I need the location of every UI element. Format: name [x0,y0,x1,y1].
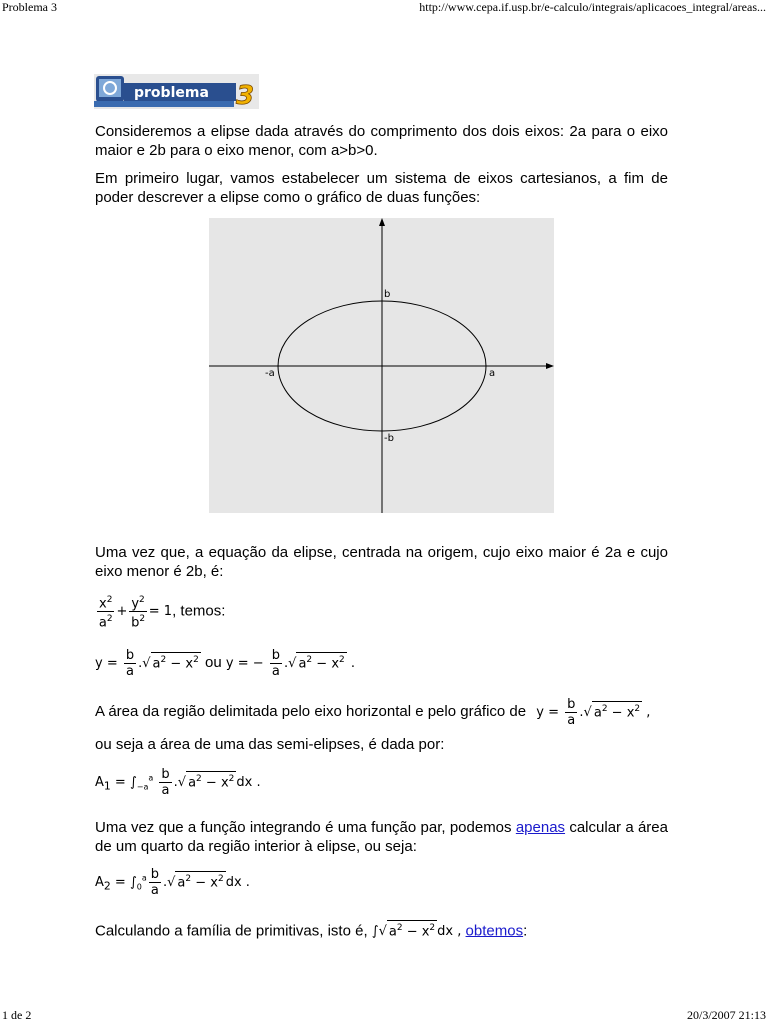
print-timestamp: 20/3/2007 21:13 [686,1008,766,1022]
label-b: b [384,289,391,300]
paragraph-equation-intro: Uma vez que, a equação da elipse, centrada na origem, cujo eixo maior é 2a e cujo eixo menor é 2b, é: [95,544,668,580]
obtemos-link[interactable]: obtemos [465,922,524,940]
page-number: 1 de 2 [2,1008,32,1022]
integral-a2: $A_2 = \int_0^a$ $\frac{b}{a}$ .√ $a^2 - x^2$ dx . [95,867,250,898]
function-equations: y = $\frac{b}{a}$ .√ $a^2 - x^2$ ou y = − $\frac{b}{a}$ .√ $a^2 - x^2$ . [95,648,356,679]
apenas-link[interactable]: apenas [515,819,566,836]
ou-text: ou [205,654,222,671]
label-neg-a: -a [265,368,275,379]
svg-text:3: 3 [236,81,255,109]
paragraph-intro: Consideremos a elipse dada através do comprimento dos dois eixos: 2a para o eixo maior e 2b para o eixo menor, com a>b>0. [95,123,668,159]
primitives-text-start: Calculando a família de primitivas, isto é, [95,922,368,940]
paragraph-area-line2: ou seja a área de uma das semi-elipses, é dada por: [95,736,445,753]
logo-text: problema [134,85,209,101]
integral-a1: $A_1 = \int_{-a}^a$ $\frac{b}{a}$ .√ $a^2 - x^2$ dx . [95,767,261,798]
paragraph-area-line1: A área da região delimitada pelo eixo horizontal e pelo gráfico de y = $\frac{b}{a}$ .√ $a^2 - x^2$ , [95,697,651,728]
even-function-text-start: Uma vez que a função integrando é uma função par, podemos [95,819,512,836]
paragraph-primitives: Calculando a família de primitivas, isto é, ∫√ $a^2 - x^2$ dx , obtemos: [95,920,527,939]
problema-3-logo [94,74,259,109]
temos-text: , temos: [172,602,226,620]
ellipse-equation: $\frac{x^2}{a^2}$ + $\frac{y^2}{b^2}$ = 1, temos: [98,595,226,631]
label-a: a [489,368,496,379]
ellipse-figure [209,218,554,513]
label-neg-b: -b [384,433,394,444]
paragraph-axes: Em primeiro lugar, vamos estabelecer um sistema de eixos cartesianos, a fim de poder descrever a elipse como o gráfico de duas funções: [95,170,668,206]
page-header-url: http://www.cepa.if.usp.br/e-calculo/integrais/aplicacoes_integral/areas... [419,0,766,14]
paragraph-even-function [95,818,668,856]
page-header-title: Problema 3 [2,0,57,14]
area-text-start: A área da região delimitada pelo eixo horizontal e pelo gráfico de [95,703,527,720]
primitives-text-end: : [523,922,528,940]
even-function-text-end: calcular a área de um quarto da região interior à elipse, ou seja: [95,819,668,855]
